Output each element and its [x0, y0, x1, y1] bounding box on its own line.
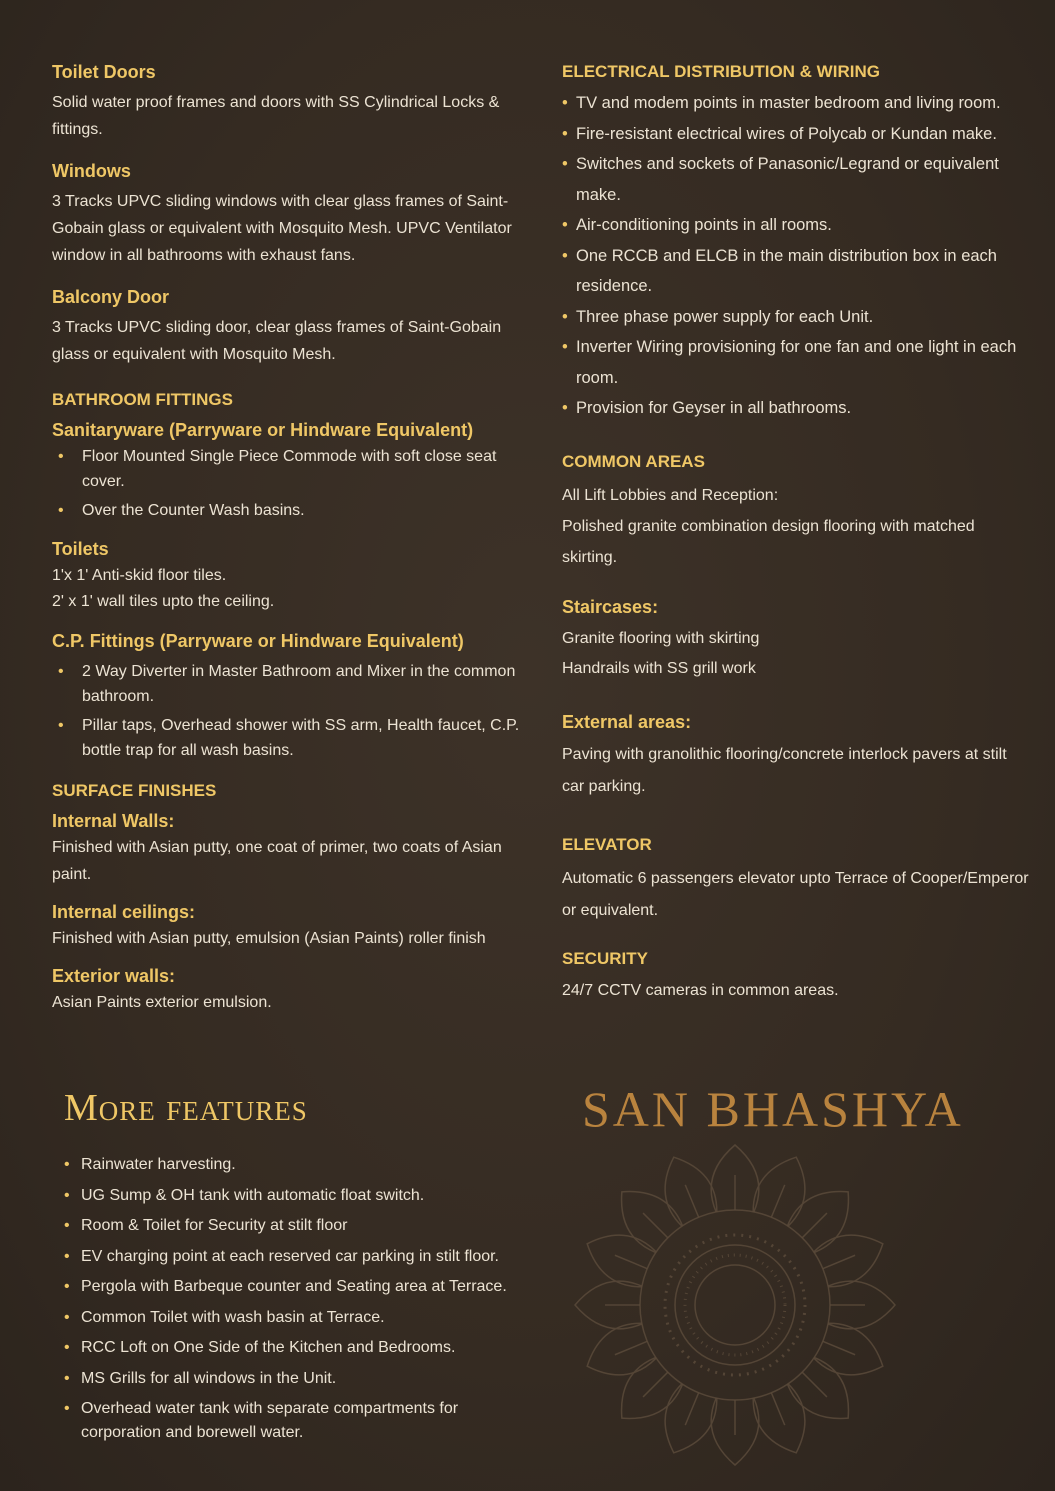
internal-ceilings-heading: Internal ceilings: — [52, 902, 196, 922]
staircases-line-1: Granite flooring with skirting — [562, 629, 760, 647]
internal-walls-text: Finished with Asian putty, one coat of primer, two coats of Asian paint. — [52, 839, 502, 883]
external-areas-text: Paving with granolithic flooring/concrete interlock pavers at stilt car parking. — [562, 745, 1007, 795]
list-item: • Pillar taps, Overhead shower with SS arm, Health faucet, C.P. bottle trap for all wash basins. — [56, 713, 522, 763]
sanitaryware-list — [52, 444, 522, 523]
right-column — [562, 60, 1032, 1020]
list-item: • Air-conditioning points in all rooms. — [562, 210, 1032, 241]
list-item: • Common Toilet with wash basin at Terrace. — [64, 1306, 534, 1330]
internal-walls-heading: Internal Walls: — [52, 811, 175, 831]
list-item: • Floor Mounted Single Piece Commode with soft close seat cover. — [56, 444, 522, 494]
list-item: • One RCCB and ELCB in the main distribution box in each residence. — [562, 241, 1032, 302]
elevator-section — [562, 833, 1032, 927]
common-areas-heading: COMMON AREAS — [562, 451, 705, 471]
toilets-line-1: 1'x 1' Anti-skid floor tiles. — [52, 567, 227, 584]
staircases-section — [562, 595, 1032, 684]
common-areas-line-2: Polished granite combination design flooring with matched skirting. — [562, 517, 975, 566]
list-item: • Fire-resistant electrical wires of Polycab or Kundan make. — [562, 119, 1032, 150]
common-areas-section — [562, 450, 1032, 573]
list-item: • Pergola with Barbeque counter and Seating area at Terrace. — [64, 1275, 534, 1299]
balcony-door-section — [52, 285, 522, 368]
bathroom-fittings-section — [52, 388, 522, 763]
external-areas-heading: External areas: — [562, 711, 692, 732]
list-item: • Inverter Wiring provisioning for one fan and one light in each room. — [562, 332, 1032, 393]
more-features-list — [64, 1153, 534, 1445]
list-item: • Overhead water tank with separate compartments for corporation and borewell water. — [64, 1397, 534, 1445]
toilets-heading: Toilets — [52, 539, 109, 559]
electrical-section — [562, 60, 1032, 424]
electrical-list — [562, 88, 1032, 424]
windows-heading: Windows — [52, 161, 131, 181]
security-heading: SECURITY — [562, 948, 648, 968]
more-features-heading: More features — [64, 1087, 308, 1129]
staircases-heading: Staircases: — [562, 596, 659, 617]
security-section — [562, 947, 1032, 1004]
elevator-text: Automatic 6 passengers elevator upto Terrace of Cooper/Emperor or equivalent. — [562, 869, 1029, 919]
balcony-door-text: 3 Tracks UPVC sliding door, clear glass frames of Saint-Gobain glass or equivalent with Mosquito Mesh. — [52, 319, 502, 363]
external-areas-section — [562, 710, 1032, 803]
list-item: • Switches and sockets of Panasonic/Legrand or equivalent make. — [562, 149, 1032, 210]
surface-finishes-heading: SURFACE FINISHES — [52, 781, 217, 800]
left-column — [52, 60, 522, 1032]
more-features-section — [64, 1153, 534, 1452]
elevator-heading: ELEVATOR — [562, 834, 652, 854]
toilet-doors-heading: Toilet Doors — [52, 62, 156, 82]
surface-finishes-section — [52, 779, 522, 1016]
electrical-heading: ELECTRICAL DISTRIBUTION & WIRING — [562, 62, 880, 81]
internal-ceilings-text: Finished with Asian putty, emulsion (Asian Paints) roller finish — [52, 930, 486, 947]
list-item: • TV and modem points in master bedroom and living room. — [562, 88, 1032, 119]
list-item: • Three phase power supply for each Unit. — [562, 302, 1032, 333]
toilet-doors-text: Solid water proof frames and doors with SS Cylindrical Locks & fittings. — [52, 94, 500, 138]
staircases-line-2: Handrails with SS grill work — [562, 659, 756, 677]
list-item: • UG Sump & OH tank with automatic float switch. — [64, 1184, 534, 1208]
list-item: • Room & Toilet for Security at stilt floor — [64, 1214, 534, 1238]
cp-fittings-heading: C.P. Fittings (Parryware or Hindware Equivalent) — [52, 631, 464, 651]
toilets-line-2: 2' x 1' wall tiles upto the ceiling. — [52, 593, 275, 610]
list-item: • Provision for Geyser in all bathrooms. — [562, 393, 1032, 424]
list-item: • 2 Way Diverter in Master Bathroom and Mixer in the common bathroom. — [56, 659, 522, 709]
list-item: • RCC Loft on One Side of the Kitchen and Bedrooms. — [64, 1336, 534, 1360]
toilet-doors-section — [52, 60, 522, 143]
list-item: • Rainwater harvesting. — [64, 1153, 534, 1177]
exterior-walls-text: Asian Paints exterior emulsion. — [52, 994, 272, 1011]
sanitaryware-heading: Sanitaryware (Parryware or Hindware Equivalent) — [52, 420, 474, 440]
list-item: • Over the Counter Wash basins. — [56, 498, 522, 523]
mandala-ornament-icon — [565, 1135, 905, 1475]
cp-fittings-list — [52, 659, 522, 763]
bathroom-fittings-heading: BATHROOM FITTINGS — [52, 390, 233, 409]
windows-text: 3 Tracks UPVC sliding windows with clear glass frames of Saint-Gobain glass or equivalent with Mosquito Mesh. UPVC Ventilator window in all bathrooms with exhaust fans. — [52, 193, 512, 264]
common-areas-line-1: All Lift Lobbies and Reception: — [562, 486, 779, 504]
list-item: • MS Grills for all windows in the Unit. — [64, 1367, 534, 1391]
list-item: • EV charging point at each reserved car parking in stilt floor. — [64, 1245, 534, 1269]
balcony-door-heading: Balcony Door — [52, 287, 170, 307]
exterior-walls-heading: Exterior walls: — [52, 966, 176, 986]
windows-section — [52, 159, 522, 269]
security-text: 24/7 CCTV cameras in common areas. — [562, 981, 839, 999]
brand-logo-text: SAN BHASHYA — [582, 1081, 964, 1137]
